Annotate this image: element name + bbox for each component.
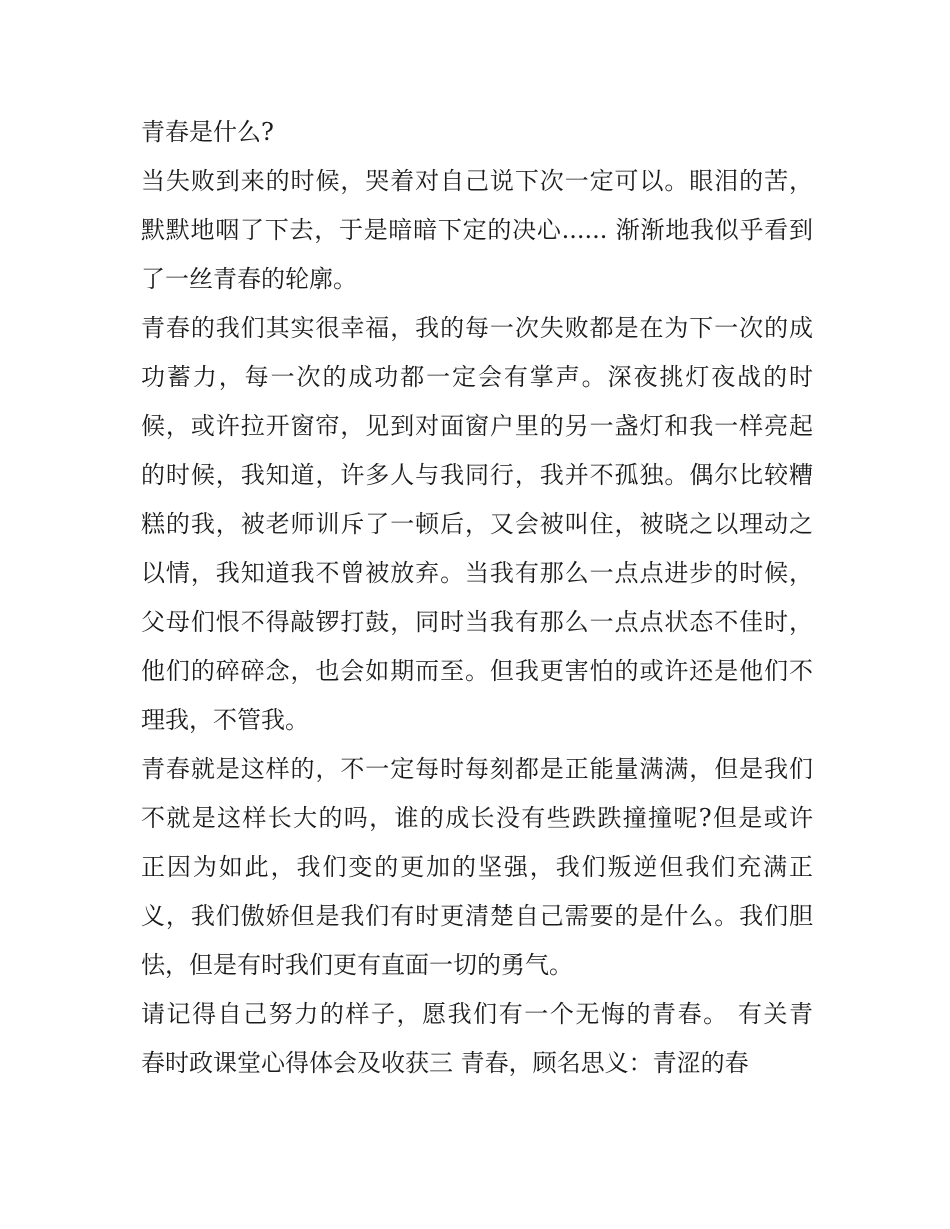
- paragraph-line: 理我，不管我。: [141, 706, 309, 734]
- paragraph-line: 当失败到来的时候，哭着对自己说下次一定可以。眼泪的苦，: [141, 167, 813, 195]
- document-title: 青春是什么?: [141, 118, 274, 146]
- paragraph-line: 正因为如此，我们变的更加的坚强，我们叛逆但我们充满正: [141, 853, 813, 881]
- paragraph-line: 以情，我知道我不曾被放弃。当我有那么一点点进步的时候，: [141, 559, 813, 587]
- paragraph-line: 春时政课堂心得体会及收获三 青春，顾名思义：青涩的春: [141, 1049, 749, 1077]
- paragraph-line: 青春就是这样的，不一定每时每刻都是正能量满满，但是我们: [141, 755, 813, 783]
- paragraph-line: 义，我们傲娇但是我们有时更清楚自己需要的是什么。我们胆: [141, 902, 813, 930]
- document-page: [141, 108, 813, 1088]
- paragraph-line: 父母们恨不得敲锣打鼓，同时当我有那么一点点状态不佳时，: [141, 608, 813, 636]
- paragraph-line: 候，或许拉开窗帘，见到对面窗户里的另一盏灯和我一样亮起: [141, 412, 813, 440]
- paragraph-line: 请记得自己努力的样子，愿我们有一个无悔的青春。 有关青: [141, 1000, 813, 1028]
- paragraph-line: 青春的我们其实很幸福，我的每一次失败都是在为下一次的成: [141, 314, 813, 342]
- paragraph-line: 功蓄力，每一次的成功都一定会有掌声。深夜挑灯夜战的时: [141, 363, 813, 391]
- paragraph-line: 他们的碎碎念，也会如期而至。但我更害怕的或许还是他们不: [141, 657, 813, 685]
- paragraph-line: 默默地咽了下去，于是暗暗下定的决心...... 渐渐地我似乎看到: [141, 216, 813, 244]
- paragraph-line: 的时候，我知道，许多人与我同行，我并不孤独。偶尔比较糟: [141, 461, 813, 489]
- paragraph-line: 了一丝青春的轮廓。: [141, 265, 357, 293]
- paragraph-line: 怯，但是有时我们更有直面一切的勇气。: [141, 951, 573, 979]
- paragraph-line: 不就是这样长大的吗，谁的成长没有些跌跌撞撞呢?但是或许: [141, 804, 813, 832]
- paragraph-line: 糕的我，被老师训斥了一顿后，又会被叫住，被晓之以理动之: [141, 510, 813, 538]
